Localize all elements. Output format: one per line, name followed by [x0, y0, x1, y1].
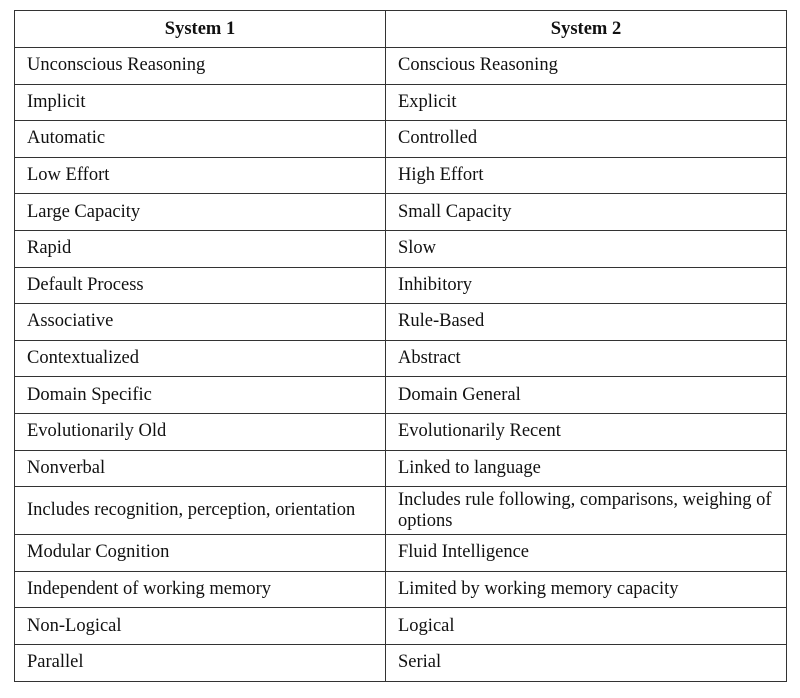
column-header-system-2: System 2: [386, 11, 787, 48]
system-1-cell: Automatic: [15, 121, 386, 158]
system-1-cell: Evolutionarily Old: [15, 413, 386, 450]
table-row: [15, 194, 787, 231]
system-2-cell: Includes rule following, comparisons, weighing of options: [386, 487, 787, 535]
table-row: [15, 340, 787, 377]
system-comparison-table: [14, 10, 787, 682]
table-row: [15, 608, 787, 645]
system-1-cell: Nonverbal: [15, 450, 386, 487]
system-2-cell: Limited by working memory capacity: [386, 571, 787, 608]
system-1-cell: Parallel: [15, 644, 386, 681]
system-1-cell: Modular Cognition: [15, 535, 386, 572]
system-2-cell: Controlled: [386, 121, 787, 158]
system-2-cell: Linked to language: [386, 450, 787, 487]
column-header-system-1: System 1: [15, 11, 386, 48]
table-row: [15, 84, 787, 121]
system-2-cell: Fluid Intelligence: [386, 535, 787, 572]
table-row: [15, 571, 787, 608]
system-2-cell: Serial: [386, 644, 787, 681]
system-2-cell: Evolutionarily Recent: [386, 413, 787, 450]
system-1-cell: Low Effort: [15, 157, 386, 194]
system-1-cell: Associative: [15, 304, 386, 341]
system-2-cell: Domain General: [386, 377, 787, 414]
table-row: [15, 48, 787, 85]
system-2-cell: Small Capacity: [386, 194, 787, 231]
system-2-cell: Logical: [386, 608, 787, 645]
system-1-cell: Large Capacity: [15, 194, 386, 231]
system-2-cell: Rule-Based: [386, 304, 787, 341]
table-row: [15, 450, 787, 487]
system-1-cell: Default Process: [15, 267, 386, 304]
system-1-cell: Rapid: [15, 230, 386, 267]
table-row: [15, 230, 787, 267]
table-row: [15, 644, 787, 681]
system-2-cell: Inhibitory: [386, 267, 787, 304]
system-2-cell: High Effort: [386, 157, 787, 194]
table-row: [15, 121, 787, 158]
system-1-cell: Includes recognition, perception, orientation: [15, 487, 386, 535]
system-1-cell: Independent of working memory: [15, 571, 386, 608]
table-row: [15, 267, 787, 304]
system-1-cell: Contextualized: [15, 340, 386, 377]
system-2-cell: Abstract: [386, 340, 787, 377]
table-row: [15, 157, 787, 194]
system-1-cell: Non-Logical: [15, 608, 386, 645]
table-row: [15, 304, 787, 341]
system-1-cell: Implicit: [15, 84, 386, 121]
system-2-cell: Conscious Reasoning: [386, 48, 787, 85]
table-row: [15, 413, 787, 450]
table-row: [15, 377, 787, 414]
system-2-cell: Slow: [386, 230, 787, 267]
system-1-cell: Domain Specific: [15, 377, 386, 414]
table-row: [15, 487, 787, 535]
system-1-cell: Unconscious Reasoning: [15, 48, 386, 85]
table-row: [15, 535, 787, 572]
system-2-cell: Explicit: [386, 84, 787, 121]
header-row: [15, 11, 787, 48]
